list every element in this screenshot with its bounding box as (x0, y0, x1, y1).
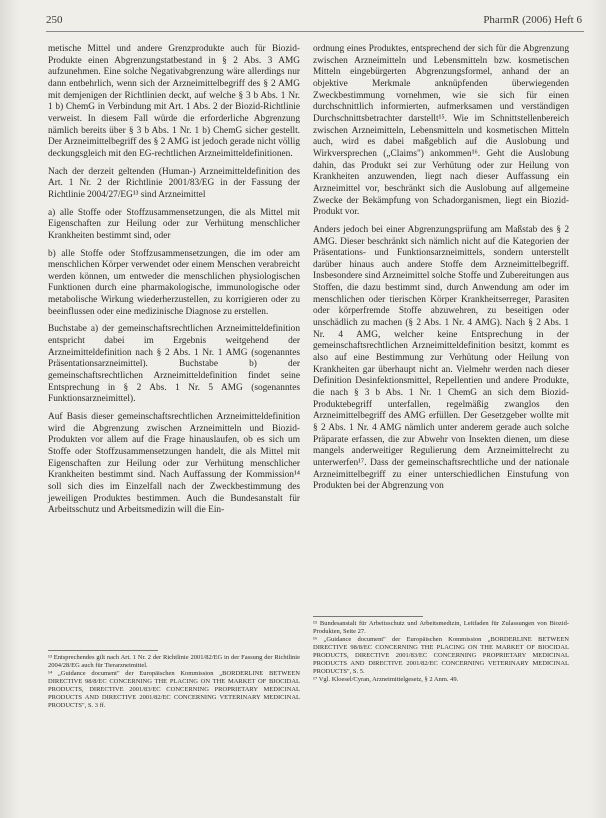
paragraph: a) alle Stoffe oder Stoffzusammensetzungen, die als Mittel mit Eigenschaften zur Heilung oder zur Verhütung menschlicher Krankheiten bestimmt sind, oder (48, 207, 300, 241)
right-footnotes (313, 612, 569, 684)
footnote-rule (48, 650, 158, 651)
paragraph: b) alle Stoffe oder Stoffzusammensetzungen, die im oder am menschlichen Körper verwendet oder einem Menschen verabreicht werden können, um entweder die menschlichen physiologischen Funktionen durch eine pharmakologische, immunologische oder metabolische Wirkung wiederherzustellen, zu korrigieren oder zu beeinflussen oder eine medizinische Diagnose zu erstellen. (48, 248, 300, 317)
right-column (313, 44, 569, 499)
footnote: ¹³ Entsprechendes gilt nach Art. 1 Nr. 2 der Richtlinie 2001/82/EG in der Fassung der Richtlinie 2004/28/EG auch für Tierarzneimittel. (48, 654, 300, 669)
paragraph: Anders jedoch bei einer Abgrenzungsprüfung am Maßstab des § 2 AMG. Dieser beschränkt sich nämlich nicht auf die Kategorien der Präsentations- und Funktionsarzneimittels, sondern unterstellt darüber hinaus auch andere Stoffe dem Arzneimittelbegriff. Insbesondere sind Arzneimittel solche Stoffe und Zubereitungen aus Stoffen, die dazu bestimmt sind, durch Anwendung am oder im menschlichen oder tierischen Körper Krankheitserreger, Parasiten oder körperfremde Stoffe abzuwehren, zu beseitigen oder unschädlich zu machen (§ 2 Abs. 1 Nr. 4 AMG). Nach § 2 Abs. 1 Nr. 4 AMG, welcher keine Entsprechung in der gemeinschaftsrechtlichen Arzneimitteldefinition besitzt, kommt es also auf eine Bestimmung zur Verhütung oder Heilung von Krankheiten gar überhaupt nicht an. Vielmehr werden nach dieser Definition Desinfektionsmittel, Repellentien und andere Produkte, die nach § 3 b Abs. 1 Nr. 1 ChemG an sich dem Biozid-Produktebegriff unterfallen, regelmäßig zwanglos den Arzneimittelbegriff des AMG erfüllen. Der Gesetzgeber wollte mit § 2 Abs. 1 Nr. 4 AMG nämlich unter anderem gerade auch solche Präparate erfassen, die zur Abwehr von Insekten dienen, um diese mangels anderweitiger Regulierung dem Arzneimittelrecht zu unterwerfen¹⁷. Dass der gemeinschaftsrechtliche und der nationale Arzneimittelbegriff zu einer unterschiedlichen Einstufung von Produkten bei der Abgrenzung von (313, 224, 569, 492)
header-rule (46, 31, 584, 32)
footnote: ¹⁶ „Guidance document" der Europäischen Kommission „BORDERLINE BETWEEN DIRECTIVE 98/8/EC CONCERNING THE PLACING ON THE MARKET OF BIOCIDAL PRODUCTS, DIRECTIVE 2001/83/EC CONCERNING PROPRIETARY MEDICINAL PRODUCTS AND DIRECTIVE 2001/82/EC CONCERNING VETERINARY MEDICINAL PRODUCTS", S. 5. (313, 636, 569, 675)
paragraph: metische Mittel und andere Grenzprodukte auch für Biozid-Produkte einen Abgrenzungstatbestand in § 2 Abs. 3 AMG aufzunehmen. Eine solche Negativabgrenzung wäre allerdings nur dann entbehrlich, wenn sich der Arzneimittelbegriff des § 2 AMG mit demjenigen der Richtlinien deckt, auf welche § 3 b Abs. 1 Nr. 1 b) ChemG in Verbindung mit Art. 1 Abs. 2 der Biozid-Richtlinie verweist. In diesem Fall würde die erforderliche Abgrenzung nämlich bereits über § 3 b Abs. 1 Nr. 1 b) ChemG sicher gestellt. Der Arzneimittelbegriff des § 2 AMG ist jedoch gerade nicht völlig deckungsgleich mit den EG-rechtlichen Arzneimitteldefinitionen. (48, 44, 300, 159)
footnote: ¹⁷ Vgl. Kloesel/Cyran, Arzneimittelgesetz, § 2 Anm. 49. (313, 676, 459, 683)
footnote-rule (313, 616, 423, 617)
left-column (48, 44, 300, 523)
footnote: ¹⁵ Bundesanstalt für Arbeitsschutz und Arbeitsmedizin, Leitfaden für Zulassungen von Biozid-Produkten, Seite 27. (313, 620, 569, 635)
footnote: ¹⁴ „Guidance document" der Europäischen Kommission „BORDERLINE BETWEEN DIRECTIVE 98/8/EC CONCERNING THE PLACING ON THE MARKET OF BIOCIDAL PRODUCTS, DIRECTIVE 2001/83/EC CONCERNING PROPRIETARY MEDICINAL PRODUCTS AND DIRECTIVE 2001/82/EC CONCERNING VETERINARY MEDICINAL PRODUCTS", S. 3 ff. (48, 670, 300, 709)
page-header (46, 14, 582, 30)
paragraph: ordnung eines Produktes, entsprechend der sich für die Abgrenzung zwischen Arzneimitteln und Lebensmitteln bzw. kosmetischen Mitteln eingebürgerten Abgrenzungsformel, anhand der an objektive Merkmale anknüpfenden überwiegenden Zweckbestimmung vornehmen, wie sie sich für einen durchschnittlich informierten, aufmerksamen und verständigen Durchschnittsbetrachter darstellt¹⁵. Wie im Schnittstellenbereich zwischen Arzneimitteln, Lebensmitteln und kosmetischen Mitteln auch, wird es dabei maßgeblich auf die Auslobung und Wirkversprechen („Claims") ankommen¹⁶. Geht die Auslobung dahin, das Produkt sei zur Verhütung oder zur Heilung von Krankheiten anzuwenden, liegt nach dieser Auffassung ein Arzneimittel vor, beschränkt sich die Auslobung auf allgemeine Zwecke der Bekämpfung von Schadorganismen, liegt ein Biozid-Produkt vor. (313, 44, 569, 218)
page-number: 250 (46, 14, 63, 26)
journal-reference: PharmR (2006) Heft 6 (483, 14, 582, 26)
paragraph: Nach der derzeit geltenden (Human-) Arzneimitteldefinition des Art. 1 Nr. 2 der Richtlinie 2001/83/EG in der Fassung der Richtlinie 2004/27/EG¹³ sind Arzneimittel (48, 166, 300, 200)
left-footnotes (48, 646, 300, 710)
paragraph: Auf Basis dieser gemeinschaftsrechtlichen Arzneimitteldefinition wird die Abgrenzung zwischen Arzneimitteln und Biozid-Produkten vor allem auf die Frage hinauslaufen, ob es sich um Stoffe oder Stoffzusammensetzungen handelt, die als Mittel mit Eigenschaften zur Heilung oder zur Verhütung menschlicher Krankheiten bestimmt sind. Nach Auffassung der Kommission¹⁴ soll sich dies im Einzelfall nach der Zweckbestimmung des jeweiligen Produktes bestimmen. Auch die Bundesanstalt für Arbeitsschutz und Arbeitsmedizin will die Ein- (48, 412, 300, 516)
paragraph: Buchstabe a) der gemeinschaftsrechtlichen Arzneimitteldefinition entspricht dabei im Ergebnis weitgehend der Arzneimitteldefinition nach § 2 Abs. 1 Nr. 1 AMG (sogenanntes Präsentationsarzneimittel). Buchstabe b) der gemeinschaftsrechtlichen Arzneimitteldefinition findet seine Entsprechung in § 2 Abs. 1 Nr. 5 AMG (sogenanntes Funktionsarzneimittel). (48, 324, 300, 405)
